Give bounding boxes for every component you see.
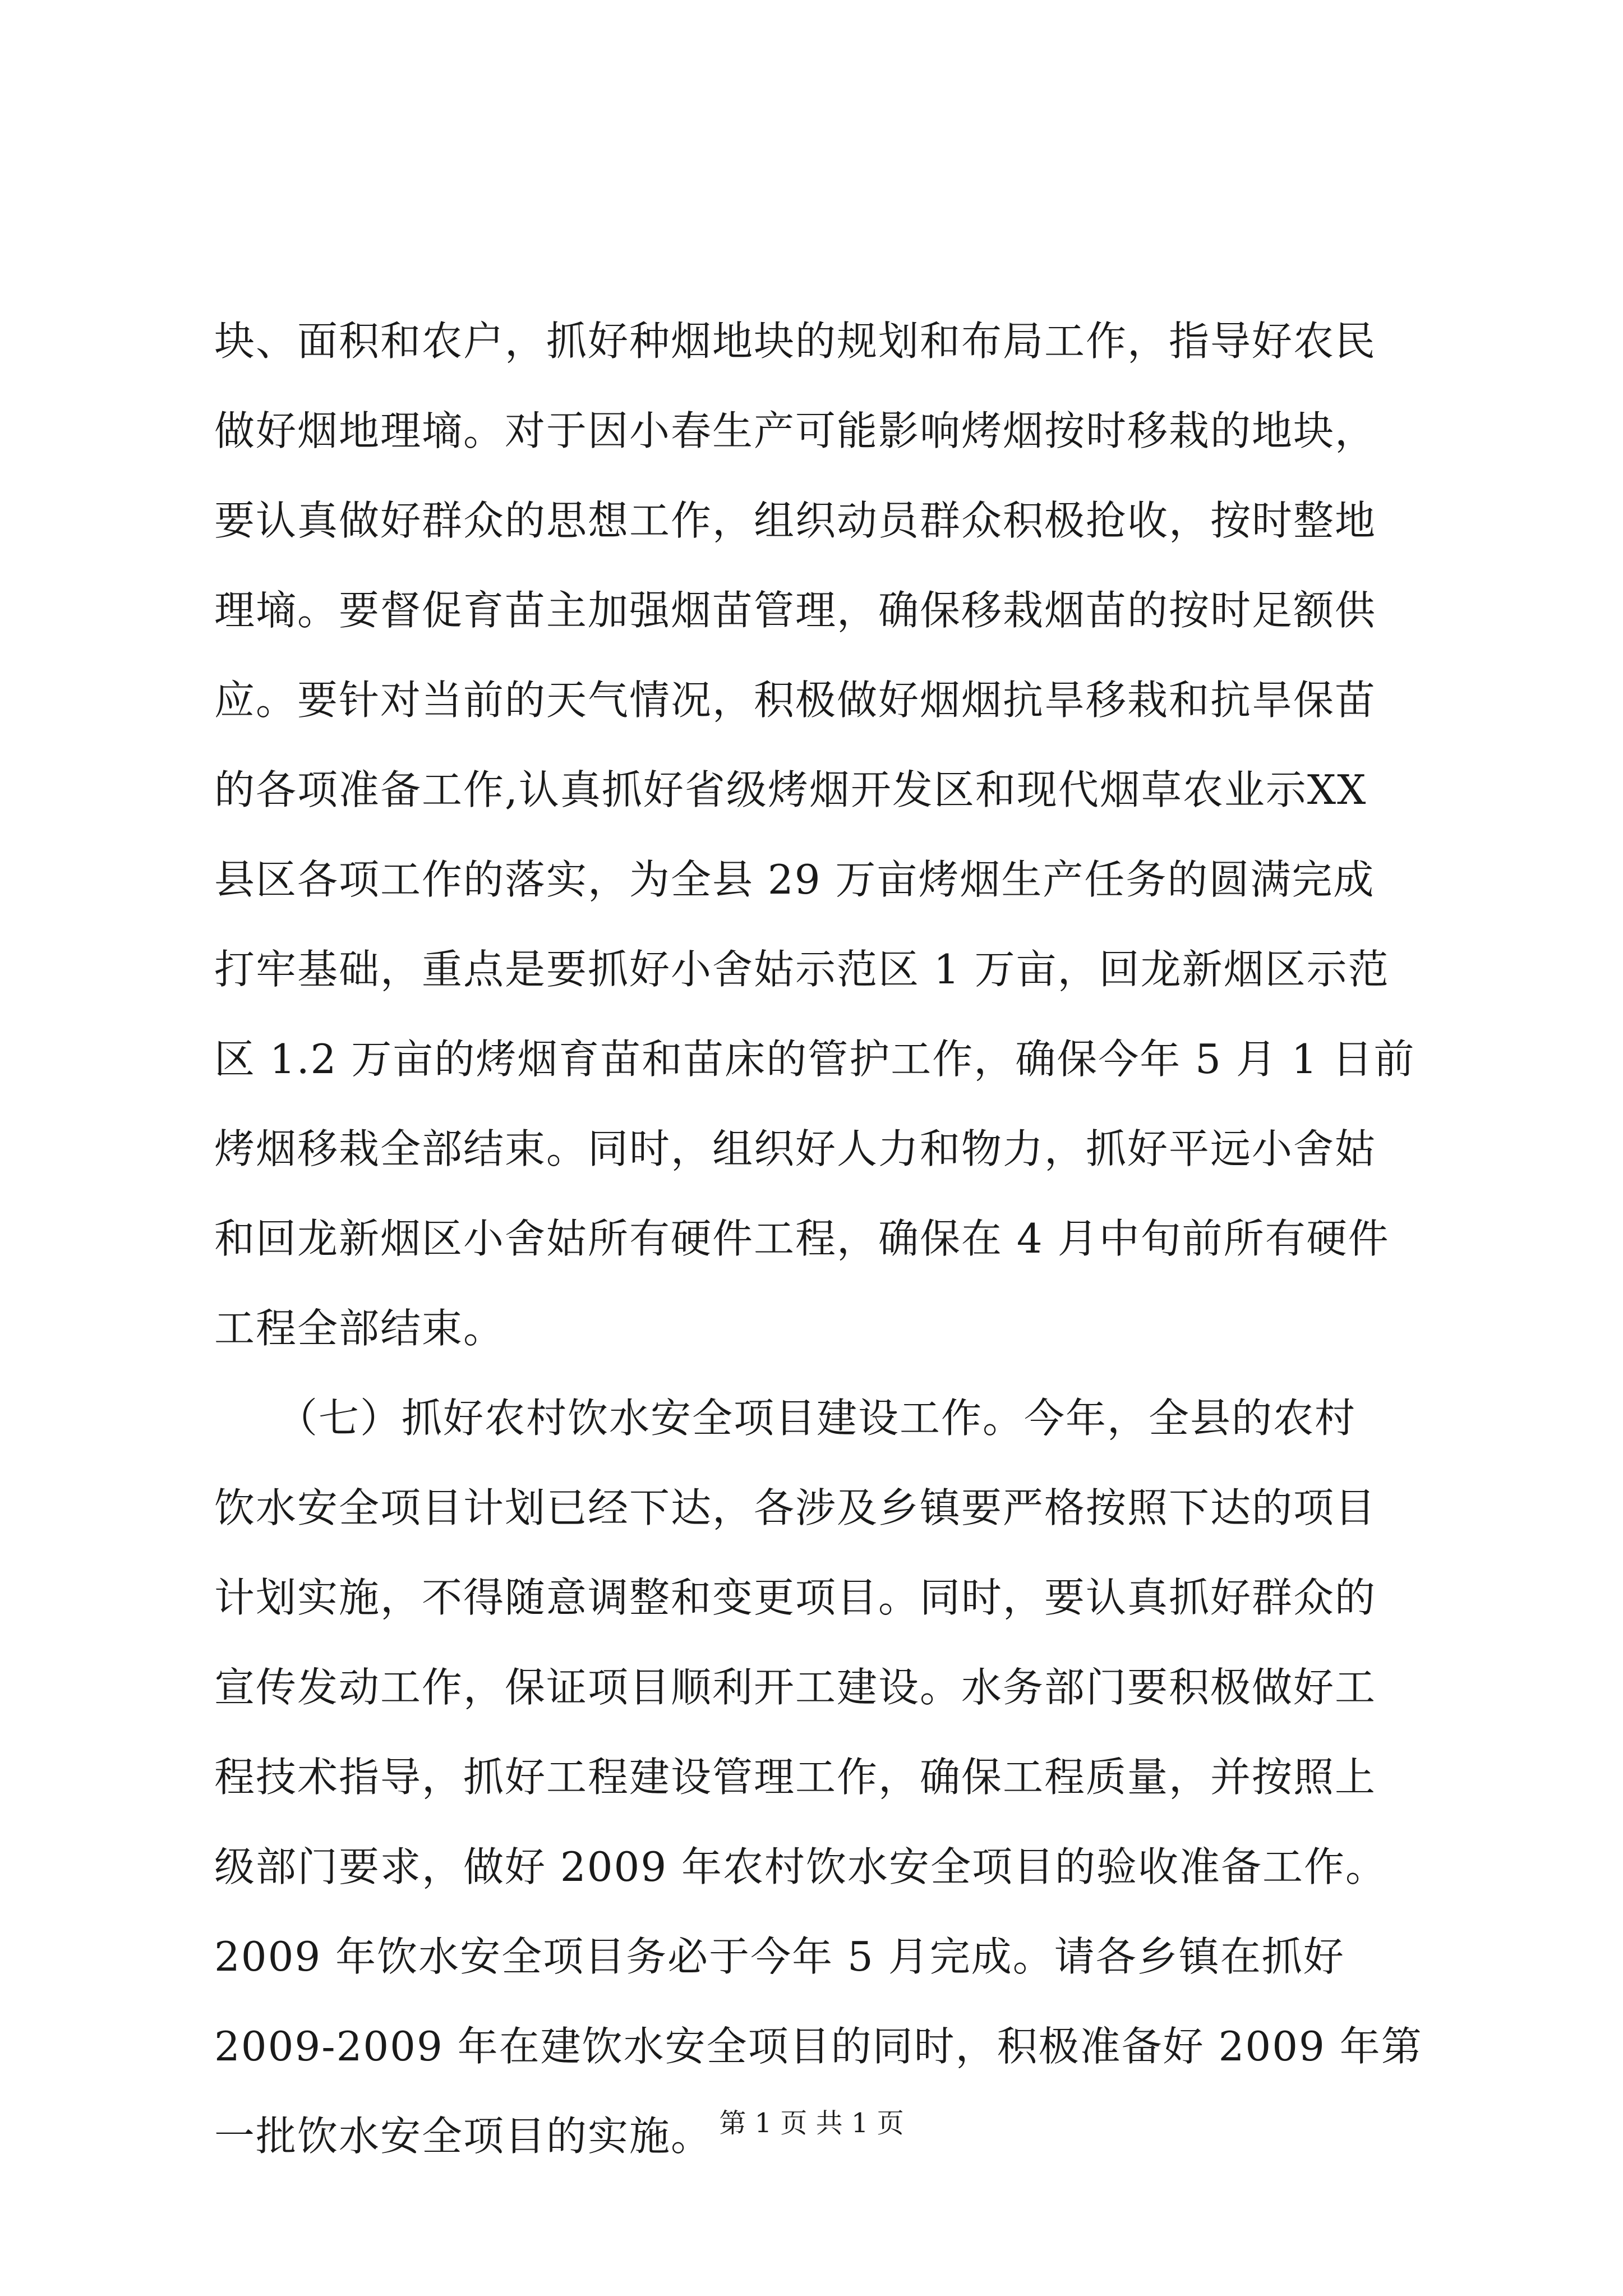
section-heading-line: （七）抓好农村饮水安全项目建设工作。今年，全县的农村	[214, 1395, 1357, 1442]
text-line: 打牢基础，重点是要抓好小舍姑示范区 1 万亩，回龙新烟区示范	[214, 946, 1390, 993]
text-line: 和回龙新烟区小舍姑所有硬件工程，确保在 4 月中旬前所有硬件	[214, 1215, 1390, 1262]
text-line: 工程全部结束。	[214, 1305, 505, 1352]
text-line: 的各项准备工作,认真抓好省级烤烟开发区和现代烟草农业示XX	[214, 766, 1367, 813]
text-line: 应。要针对当前的天气情况，积极做好烟烟抗旱移栽和抗旱保苗	[214, 677, 1377, 724]
text-line: 级部门要求，做好 2009 年农村饮水安全项目的验收准备工作。	[214, 1843, 1387, 1890]
text-line: 计划实施，不得随意调整和变更项目。同时，要认真抓好群众的	[214, 1574, 1377, 1621]
text-line: 烤烟移栽全部结束。同时，组织好人力和物力，抓好平远小舍姑	[214, 1125, 1377, 1172]
body-text	[214, 296, 1423, 2181]
page-footer: 第 1 页 共 1 页	[719, 2108, 904, 2139]
text-line: 区 1.2 万亩的烤烟育苗和苗床的管护工作，确保今年 5 月 1 日前	[214, 1036, 1415, 1083]
text-line: 一批饮水安全项目的实施。	[214, 2113, 713, 2160]
text-line: 饮水安全项目计划已经下达，各涉及乡镇要严格按照下达的项目	[214, 1484, 1377, 1531]
text-line: 2009 年饮水安全项目务必于今年 5 月完成。请各乡镇在抓好	[214, 1933, 1345, 1980]
text-line: 2009-2009 年在建饮水安全项目的同时，积极准备好 2009 年第	[214, 2023, 1423, 2070]
text-line: 程技术指导，抓好工程建设管理工作，确保工程质量，并按照上	[214, 1754, 1377, 1801]
text-line: 块、面积和农户，抓好种烟地块的规划和布局工作，指导好农民	[214, 318, 1377, 365]
text-line: 县区各项工作的落实，为全县 29 万亩烤烟生产任务的圆满完成	[214, 856, 1375, 903]
text-line: 要认真做好群众的思想工作，组织动员群众积极抢收，按时整地	[214, 497, 1377, 544]
text-line: 理墒。要督促育苗主加强烟苗管理，确保移栽烟苗的按时足额供	[214, 587, 1377, 634]
text-line: 做好烟地理墒。对于因小春生产可能影响烤烟按时移栽的地块，	[214, 407, 1377, 454]
text-line: 宣传发动工作，保证项目顺利开工建设。水务部门要积极做好工	[214, 1664, 1377, 1711]
